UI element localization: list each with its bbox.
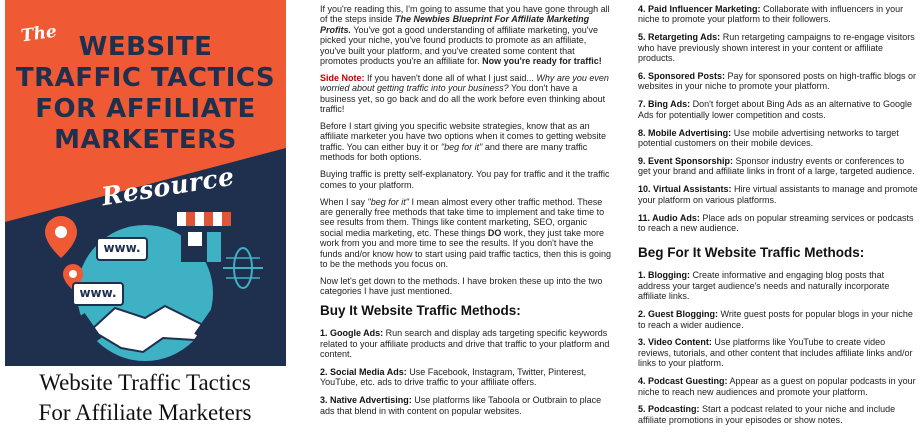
intro-paragraph: [320, 4, 612, 66]
buy-method-item: [638, 99, 918, 120]
method-text: Run search and display ads targeting specific keywords related to your affiliate products and drive that traffic to your platform and content.: [320, 328, 610, 359]
text-run: You've got a good understanding of affiliate marketing, you've picked your niche, you've found products to promote as an affiliate, you've built your platform, and you've created some content that promotes products you're an affiliate for.: [320, 24, 598, 67]
url-badge-2-text: www.: [79, 286, 117, 300]
caption-line: For Affiliate Marketers: [38, 400, 252, 425]
beg-paragraph: [320, 197, 612, 270]
method-label: 3. Native Advertising:: [320, 395, 412, 406]
buy-method-item: [638, 184, 918, 205]
method-text: Place ads on popular streaming services or podcasts to reach a new audience.: [638, 212, 914, 233]
italic-text: "beg for it": [440, 141, 483, 152]
italic-text: Why are you even worried about getting traffic into your business?: [320, 72, 609, 94]
method-text: Run retargeting campaigns to re-engage visitors who have previously shown interest in your content or affiliate products.: [638, 32, 915, 64]
buy-method-item: [638, 128, 918, 149]
method-text: Collaborate with influencers in your niche to promote your platform to their followers.: [638, 4, 904, 25]
store-icon: [177, 212, 231, 262]
method-text: Sponsor industry events or conferences to get your brand and affiliate links in front of a large, targeted audience.: [638, 155, 915, 177]
caption-line: Website Traffic Tactics: [39, 370, 251, 395]
beg-section-heading: Beg For It Website Traffic Methods:: [638, 245, 865, 261]
method-label: 9. Event Sponsorship:: [638, 155, 734, 166]
buy-method-item: [320, 328, 612, 359]
buy-method-item: [638, 213, 918, 234]
method-label: 1. Blogging:: [638, 270, 690, 281]
text-run: and there are many traffic methods for both options.: [320, 141, 588, 163]
cover-title-line: TRAFFIC TACTICS: [15, 63, 276, 93]
method-text: Start a podcast related to your niche and include affiliate promotions in your episodes or show notes.: [638, 404, 896, 425]
method-text: Pay for sponsored posts on high-traffic blogs or websites in your niche to promote your platform.: [638, 71, 916, 92]
beg-method-item: [638, 404, 918, 425]
buy-section-heading: Buy It Website Traffic Methods:: [320, 303, 521, 319]
book-cover: [0, 0, 290, 438]
method-label: 6. Sponsored Posts:: [638, 71, 726, 82]
cover-artwork: [5, 0, 286, 366]
method-label: 2. Social Media Ads:: [320, 366, 407, 377]
method-text: Use platforms like YouTube to create video reviews, tutorials, and other content that includes affiliate links and/or links to your platform.: [638, 337, 913, 369]
cover-caption: [0, 368, 290, 428]
method-label: 4. Podcast Guesting:: [638, 376, 728, 387]
side-note-label: Side Note:: [320, 72, 365, 83]
method-text: Don't forget about Bing Ads as an alternative to Google Ads for potentially lower competition and costs.: [638, 99, 913, 120]
method-text: Use mobile advertising networks to target potential customers on their mobile devices.: [638, 127, 899, 149]
beg-method-item: [638, 376, 918, 397]
method-text: Create informative and engaging blog posts that address your target audience's needs and naturally incorporate affiliate links.: [638, 270, 890, 302]
location-pin-icon: [45, 216, 77, 258]
text-run: If you haven't done all of what I just said...: [364, 72, 537, 83]
method-label: 8. Mobile Advertising:: [638, 127, 732, 138]
buy-method-item: [320, 367, 612, 388]
cover-title: [5, 32, 286, 156]
method-label: 10. Virtual Assistants:: [638, 184, 732, 195]
buy-method-item: [638, 32, 918, 63]
cover-resource-text: Resource: [99, 161, 237, 212]
cover-the-text: The: [19, 21, 59, 47]
text-run: You don't have a business yet, so go back and do all the work before even thinking about traffic!: [320, 83, 606, 115]
book-title-text: The Newbies Blueprint For Affiliate Marketing Profits.: [320, 14, 590, 35]
globe-icon: [223, 248, 263, 288]
method-text: Use platforms like Taboola or Outbrain to place ads that blend in with content on popular websites.: [320, 395, 602, 416]
text-run: work, they just take more work from you and more time to see the results. If you don't have the funds and/or know how to start using paid traffic tactics, then this is going to be the methods you focus on.: [320, 227, 611, 269]
italic-text: "beg for it": [367, 196, 409, 207]
cover-title-line: WEBSITE: [78, 32, 213, 62]
buy-method-item: [638, 4, 918, 25]
text-run: If you're reading this, I'm going to assume that you have gone through all of the steps inside: [320, 4, 610, 25]
buy-method-item: [638, 71, 918, 92]
methods-paragraph: Now let's get down to the methods. I have broken these up into the two categories I have just mentioned.: [320, 275, 603, 297]
buying-paragraph: Buying traffic is pretty self-explanatory. You pay for traffic and it the traffic comes to your platform.: [320, 169, 610, 190]
text-run: Before I start giving you specific website strategies, know that as an affiliate marketer you have two options when it comes to getting website traffic. You can either buy it or: [320, 121, 606, 152]
beg-method-item: [638, 337, 918, 368]
method-label: 3. Video Content:: [638, 337, 712, 348]
beg-method-item: [638, 309, 918, 330]
buy-method-item: [638, 156, 918, 177]
content-column-right: [638, 4, 918, 433]
options-paragraph: [320, 121, 612, 163]
text-run: When I say: [320, 196, 368, 207]
method-label: 2. Guest Blogging:: [638, 309, 718, 320]
method-label: 7. Bing Ads:: [638, 99, 691, 110]
method-text: Appear as a guest on popular podcasts in your niche to reach new audiences and promote your platform.: [638, 376, 916, 397]
cover-title-line: MARKETERS: [54, 125, 237, 155]
method-text: Write guest posts for popular blogs in your niche to reach a wider audience.: [638, 309, 913, 330]
method-label: 5. Retargeting Ads:: [638, 32, 721, 43]
method-label: 11. Audio Ads:: [638, 212, 700, 223]
method-text: Use Facebook, Instagram, Twitter, Pinterest, YouTube, etc. ads to drive traffic to your affiliate offers.: [320, 366, 587, 388]
buy-method-item: [320, 395, 612, 416]
method-label: 1. Google Ads:: [320, 328, 384, 339]
emphasis-text: Now you're ready for traffic!: [482, 56, 602, 67]
cover-title-line: FOR AFFILIATE: [35, 94, 256, 124]
emphasis-text: DO: [487, 227, 502, 238]
text-run: I mean almost every other traffic method. These are generally free methods that take time to implement and take time to see results from them. Things like content marketing, SEO, organic social media marketing, etc. These things: [320, 196, 605, 238]
url-badge-1-text: www.: [103, 241, 141, 255]
content-column-left: [320, 4, 612, 424]
method-label: 5. Podcasting:: [638, 404, 700, 415]
method-text: Hire virtual assistants to manage and promote your platform on various platforms.: [638, 184, 918, 205]
method-label: 4. Paid Influencer Marketing:: [638, 4, 761, 14]
side-note-paragraph: [320, 73, 612, 115]
beg-method-item: [638, 270, 918, 301]
